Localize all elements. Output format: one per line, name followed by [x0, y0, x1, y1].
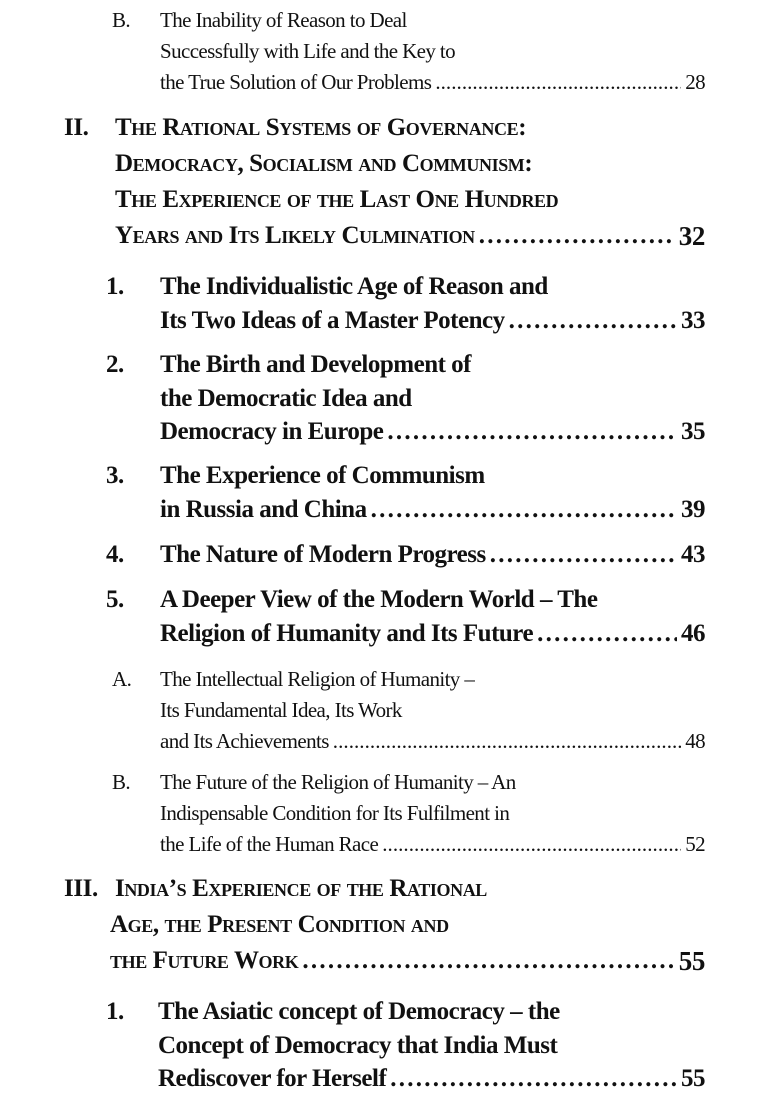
entry-line: in Russia and China — [160, 495, 367, 523]
entry-line: The Nature of Modern Progress — [160, 541, 486, 568]
entry-label: B. — [112, 8, 131, 32]
entry-line: Religion of Humanity and Its Future — [160, 619, 534, 647]
page-number: 32 — [678, 221, 705, 251]
entry-line: The Rational Systems of Governance: — [115, 114, 527, 141]
page-number: 35 — [681, 418, 705, 445]
dot-leader — [371, 493, 677, 527]
entry-line: Democracy, Socialism and Communism: — [115, 150, 533, 177]
entry-label: B. — [112, 770, 131, 794]
entry-line: and Its Achievements — [160, 729, 329, 753]
entry-line: The Birth and Development of — [160, 351, 471, 378]
dot-leader — [390, 1062, 677, 1096]
dot-leader — [479, 218, 675, 254]
entry-line: Rediscover for Herself — [158, 1065, 387, 1092]
entry-line: The Inability of Reason to Deal — [160, 8, 407, 32]
entry-line: The Experience of the Last One Hundred — [115, 186, 559, 213]
page-number: 43 — [681, 541, 705, 568]
page-number: 55 — [681, 1065, 705, 1092]
entry-label: 3. — [106, 462, 124, 489]
entry-line: Its Fundamental Idea, Its Work — [160, 698, 402, 722]
page-number: 28 — [685, 70, 705, 94]
entry-line: the Future Work — [110, 947, 299, 974]
entry-line: Age, the Present Condition and — [110, 911, 449, 938]
dot-leader — [435, 67, 681, 98]
entry-line: The Asiatic concept of Democracy – the — [158, 998, 560, 1025]
page-number: 52 — [685, 832, 705, 856]
entry-label: 2. — [106, 351, 124, 378]
dot-leader — [387, 415, 677, 449]
entry-label: 5. — [106, 586, 124, 613]
entry-line: The Individualistic Age of Reason and — [160, 273, 548, 300]
entry-line: A Deeper View of the Modern World – The — [160, 586, 598, 613]
entry-label: 1. — [106, 998, 124, 1025]
dot-leader — [302, 943, 674, 979]
page-number: 33 — [681, 306, 705, 334]
entry-line: The Future of the Religion of Humanity – An — [160, 770, 516, 794]
entry-label: 4. — [106, 541, 124, 568]
entry-line: Democracy in Europe — [160, 418, 384, 445]
entry-label: II. — [64, 114, 89, 141]
dot-leader — [490, 538, 677, 572]
page-number: 48 — [685, 729, 705, 753]
entry-line: India’s Experience of the Rational — [115, 875, 487, 902]
entry-line: The Experience of Communism — [160, 462, 485, 489]
page-number: 39 — [681, 495, 705, 523]
entry-line: Years and Its Likely Culmination — [115, 222, 475, 249]
entry-line: the Life of the Human Race — [160, 832, 379, 856]
dot-leader — [509, 304, 677, 338]
dot-leader — [382, 829, 681, 860]
dot-leader — [333, 726, 681, 757]
page-number: 46 — [681, 619, 705, 647]
entry-line: Concept of Democracy that India Must — [158, 1031, 558, 1059]
dot-leader — [537, 617, 677, 651]
entry-line: Its Two Ideas of a Master Potency — [160, 306, 505, 334]
entry-line: Successfully with Life and the Key to — [160, 39, 456, 63]
entry-line: the True Solution of Our Problems — [160, 70, 432, 94]
entry-line: the Democratic Idea and — [160, 384, 412, 412]
entry-line: The Intellectual Religion of Humanity – — [160, 667, 475, 691]
entry-label: A. — [112, 667, 132, 691]
entry-label: 1. — [106, 273, 124, 300]
entry-label: III. — [64, 875, 98, 902]
page-number: 55 — [678, 946, 705, 976]
entry-line: Indispensable Condition for Its Fulfilment in — [160, 801, 510, 825]
